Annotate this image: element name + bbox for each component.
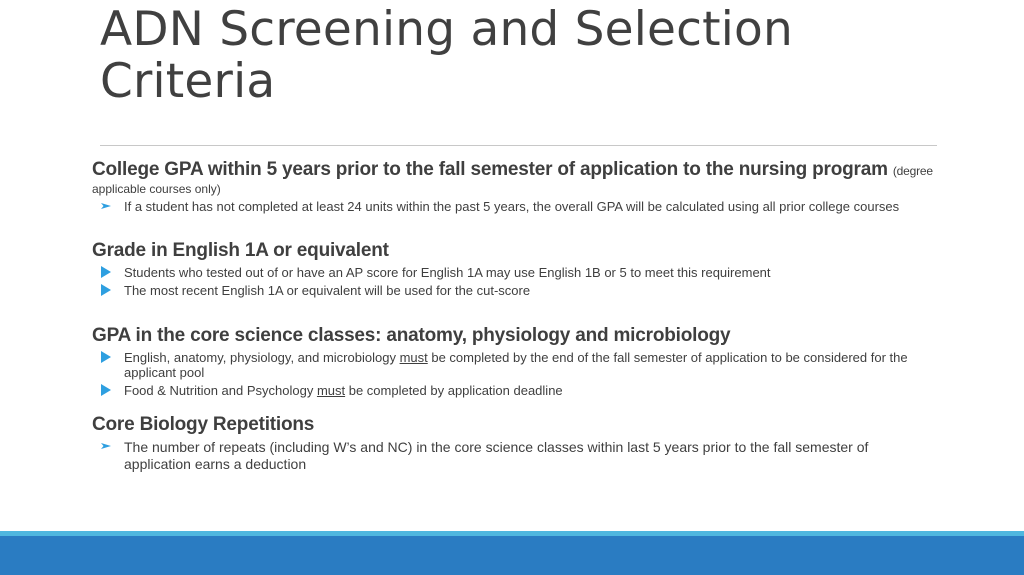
emphasis-must: must bbox=[399, 350, 428, 365]
bullet-list bbox=[92, 199, 937, 214]
footer-bar bbox=[0, 536, 1024, 575]
section-heading: College GPA within 5 years prior to the fall semester of application to the nursing program bbox=[92, 159, 888, 180]
bullet-text: The most recent English 1A or equivalent will be used for the cut-score bbox=[124, 283, 531, 298]
triangle-bullet-icon bbox=[100, 266, 112, 278]
heading-note-continued: applicable courses only) bbox=[92, 182, 221, 196]
heading-note: (degree bbox=[892, 164, 933, 178]
section-college-gpa bbox=[92, 159, 937, 214]
bullet-item bbox=[92, 350, 937, 380]
bullet-text-after: be completed by application deadline bbox=[345, 383, 563, 398]
triangle-bullet-icon bbox=[100, 351, 112, 363]
arrow-bullet-icon bbox=[100, 200, 112, 212]
arrow-bullet-icon bbox=[100, 440, 112, 452]
triangle-bullet-icon bbox=[100, 284, 112, 296]
section-biology-repetitions bbox=[92, 414, 937, 473]
section-english bbox=[92, 240, 937, 298]
emphasis-must: must bbox=[316, 383, 346, 398]
section-core-science-gpa bbox=[92, 325, 937, 398]
bullet-item bbox=[92, 283, 937, 298]
section-heading: Grade in English 1A or equivalent bbox=[92, 240, 389, 261]
bullet-text: If a student has not completed at least 24 units within the past 5 years, the overall GPA will be calculated using all prior college courses bbox=[124, 199, 900, 214]
bullet-list bbox=[92, 265, 937, 298]
triangle-bullet-icon bbox=[100, 384, 112, 396]
bullet-list bbox=[92, 350, 937, 398]
bullet-item bbox=[92, 265, 937, 280]
bullet-text-before: English, anatomy, physiology, and microbiology bbox=[124, 350, 400, 365]
bullet-item bbox=[92, 439, 937, 473]
section-heading: GPA in the core science classes: anatomy, physiology and microbiology bbox=[92, 325, 731, 346]
bullet-text: The number of repeats (including W’s and NC) in the core science classes within last 5 years prior to the fall semester of application earns a deduction bbox=[124, 439, 869, 472]
title-divider bbox=[100, 145, 937, 146]
bullet-text-before: Food & Nutrition and Psychology bbox=[124, 383, 317, 398]
bullet-list bbox=[92, 439, 937, 473]
bullet-text: Students who tested out of or have an AP score for English 1A may use English 1B or 5 to meet this requirement bbox=[124, 265, 771, 280]
slide-title: ADN Screening and Selection Criteria bbox=[100, 2, 794, 109]
bullet-item bbox=[92, 383, 937, 398]
section-heading: Core Biology Repetitions bbox=[92, 414, 315, 435]
bullet-item bbox=[92, 199, 937, 214]
bullet-text-after: be completed by the end of the fall semester of application to be considered for the applicant pool bbox=[124, 350, 908, 380]
